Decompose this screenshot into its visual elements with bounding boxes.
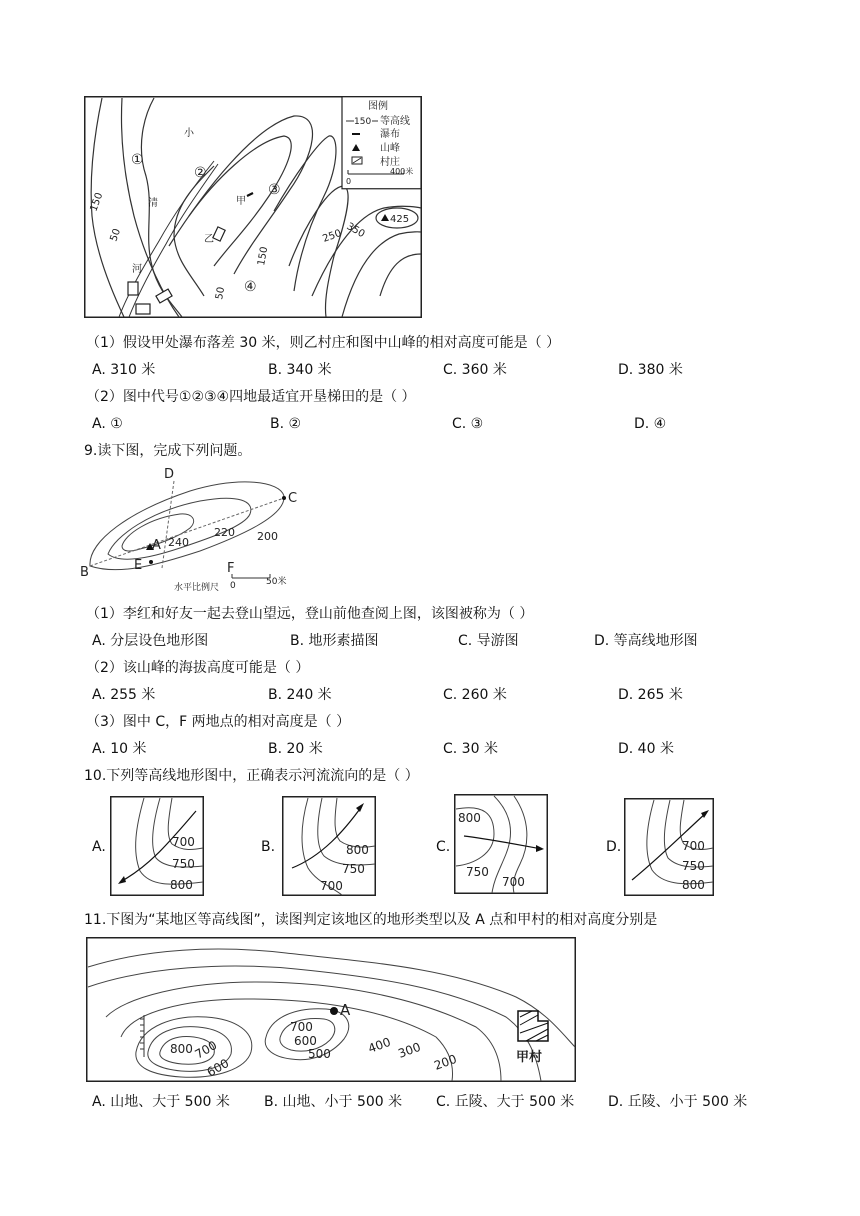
- q9-sub2: （2）该山峰的海拔高度可能是（ ）: [86, 660, 310, 676]
- scale-zero: 0: [346, 177, 352, 186]
- q9-sub1-option-d[interactable]: D. 等高线地形图: [594, 633, 698, 649]
- q8-sub1-option-b[interactable]: B. 340 米: [268, 362, 332, 378]
- q10-label-c[interactable]: C.: [436, 839, 451, 855]
- q10-c-contour-700: 700: [502, 875, 525, 889]
- q9-sub2-option-a[interactable]: A. 255 米: [92, 687, 156, 703]
- contour-label: 50: [214, 286, 228, 301]
- q9-sub3-option-a[interactable]: A. 10 米: [92, 741, 147, 757]
- q10-label-d[interactable]: D.: [606, 839, 622, 855]
- q10-b-contour-800: 800: [346, 843, 369, 857]
- q10-c-contour-750: 750: [466, 865, 489, 879]
- q10-d-contour-750: 750: [682, 859, 705, 873]
- q10-d-contour-800: 800: [682, 878, 705, 892]
- q10-title: 10.下列等高线地形图中，正确表示河流流向的是（ ）: [84, 768, 419, 784]
- contour-700-west: 700: [192, 1038, 220, 1062]
- q11-option-c[interactable]: C. 丘陵、大于 500 米: [436, 1094, 575, 1110]
- point-a: A: [340, 1001, 351, 1019]
- legend-contour: 等高线: [380, 116, 410, 127]
- q9-sub3: （3）图中 C，F 两地点的相对高度是（ ）: [86, 714, 351, 730]
- contour-200: 200: [432, 1051, 459, 1073]
- q10-a-contour-700: 700: [172, 835, 195, 849]
- legend-contour-value: 150: [354, 117, 372, 127]
- contour-240: 240: [168, 536, 189, 549]
- mark-3: ③: [268, 182, 281, 198]
- contour-label: 350: [344, 221, 367, 241]
- point-b: B: [80, 565, 89, 580]
- q8-sub2-option-d[interactable]: D. ④: [634, 416, 667, 432]
- q8-sub1: （1）假设甲处瀑布落差 30 米，则乙村庄和图中山峰的相对高度可能是（ ）: [86, 335, 561, 351]
- q10-figure-a[interactable]: [110, 796, 204, 896]
- q11-option-d[interactable]: D. 丘陵、小于 500 米: [608, 1094, 748, 1110]
- legend-village: 村庄: [380, 157, 400, 168]
- point-d: D: [164, 467, 175, 482]
- q9-sub1-option-b[interactable]: B. 地形素描图: [290, 633, 379, 649]
- q10-b-contour-750: 750: [342, 862, 365, 876]
- legend-waterfall: 瀑布: [380, 129, 400, 140]
- q10-a-contour-750: 750: [172, 857, 195, 871]
- river-char-3: 河: [132, 264, 142, 275]
- contour-220: 220: [214, 526, 235, 539]
- q9-sub1-option-a[interactable]: A. 分层设色地形图: [92, 633, 209, 649]
- scale-0: 0: [230, 581, 236, 591]
- place-jia: 甲: [236, 196, 246, 207]
- point-c: C: [288, 491, 298, 506]
- place-yi: 乙: [204, 234, 214, 245]
- q9-sub3-option-b[interactable]: B. 20 米: [268, 741, 323, 757]
- contour-800: 800: [170, 1042, 193, 1056]
- q10-c-contour-800: 800: [458, 811, 481, 825]
- contour-label: 50: [108, 227, 124, 244]
- q9-sub3-option-d[interactable]: D. 40 米: [618, 741, 674, 757]
- q10-figure-b[interactable]: [282, 796, 376, 896]
- contour-label: 150: [88, 191, 106, 214]
- point-f: F: [227, 561, 235, 576]
- mark-1: ①: [131, 152, 144, 168]
- q8-sub2-option-a[interactable]: A. ①: [92, 416, 123, 432]
- mark-4: ④: [244, 279, 257, 295]
- q9-contour-map: [80, 466, 306, 592]
- q9-sub3-option-c[interactable]: C. 30 米: [443, 741, 498, 757]
- q8-sub1-option-d[interactable]: D. 380 米: [618, 362, 683, 378]
- q10-a-contour-800: 800: [170, 878, 193, 892]
- q9-sub1: （1）李红和好友一起去登山望远，登山前他查阅上图，该图被称为（ ）: [86, 606, 534, 622]
- contour-500: 500: [308, 1047, 331, 1061]
- peak-value-label: 425: [390, 214, 410, 225]
- q9-sub1-option-c[interactable]: C. 导游图: [458, 633, 519, 649]
- q8-sub2-option-b[interactable]: B. ②: [270, 416, 302, 432]
- mark-2: ②: [194, 165, 207, 181]
- q8-sub1-option-a[interactable]: A. 310 米: [92, 362, 156, 378]
- scale-400: 400米: [390, 167, 414, 176]
- q10-b-contour-700: 700: [320, 879, 343, 893]
- village-label: 甲村: [516, 1050, 543, 1065]
- q10-label-a[interactable]: A.: [92, 839, 106, 855]
- legend-peak: 山峰: [380, 143, 400, 154]
- contour-600-east: 600: [294, 1034, 317, 1048]
- contour-label: 250: [321, 227, 343, 245]
- contour-400: 400: [366, 1034, 393, 1056]
- scale-50: 50米: [266, 577, 287, 587]
- scale-label: 水平比例尺: [174, 583, 220, 593]
- q10-figure-c[interactable]: [454, 794, 548, 894]
- q8-sub1-option-c[interactable]: C. 360 米: [443, 362, 507, 378]
- q8-sub2-option-c[interactable]: C. ③: [452, 416, 484, 432]
- q10-label-b[interactable]: B.: [261, 839, 276, 855]
- contour-300: 300: [396, 1039, 423, 1061]
- q10-figure-d[interactable]: [624, 798, 714, 896]
- q8-sub2: （2）图中代号①②③④四地最适宜开垦梯田的是（ ）: [86, 389, 416, 405]
- contour-600-west: 600: [204, 1056, 232, 1080]
- q11-title: 11.下图为“某地区等高线图”，读图判定该地区的地形类型以及 A 点和甲村的相对高度分别是: [84, 912, 658, 928]
- q11-option-a[interactable]: A. 山地、大于 500 米: [92, 1094, 230, 1110]
- q11-option-b[interactable]: B. 山地、小于 500 米: [264, 1094, 403, 1110]
- q9-sub2-option-d[interactable]: D. 265 米: [618, 687, 683, 703]
- contour-200: 200: [257, 530, 278, 543]
- q11-contour-map: [86, 937, 576, 1082]
- q9-sub2-option-b[interactable]: B. 240 米: [268, 687, 332, 703]
- point-e: E: [134, 558, 143, 573]
- river-char-1: 小: [184, 128, 194, 139]
- contour-700-east: 700: [290, 1020, 313, 1034]
- legend-title: 图例: [368, 101, 388, 112]
- q9-title: 9.读下图，完成下列问题。: [84, 443, 252, 459]
- contour-label: 150: [256, 245, 271, 267]
- q10-d-contour-700: 700: [682, 839, 705, 853]
- point-a: A: [152, 538, 161, 553]
- q8-contour-map: [84, 96, 422, 318]
- q9-sub2-option-c[interactable]: C. 260 米: [443, 687, 507, 703]
- river-char-2: 清: [148, 198, 158, 209]
